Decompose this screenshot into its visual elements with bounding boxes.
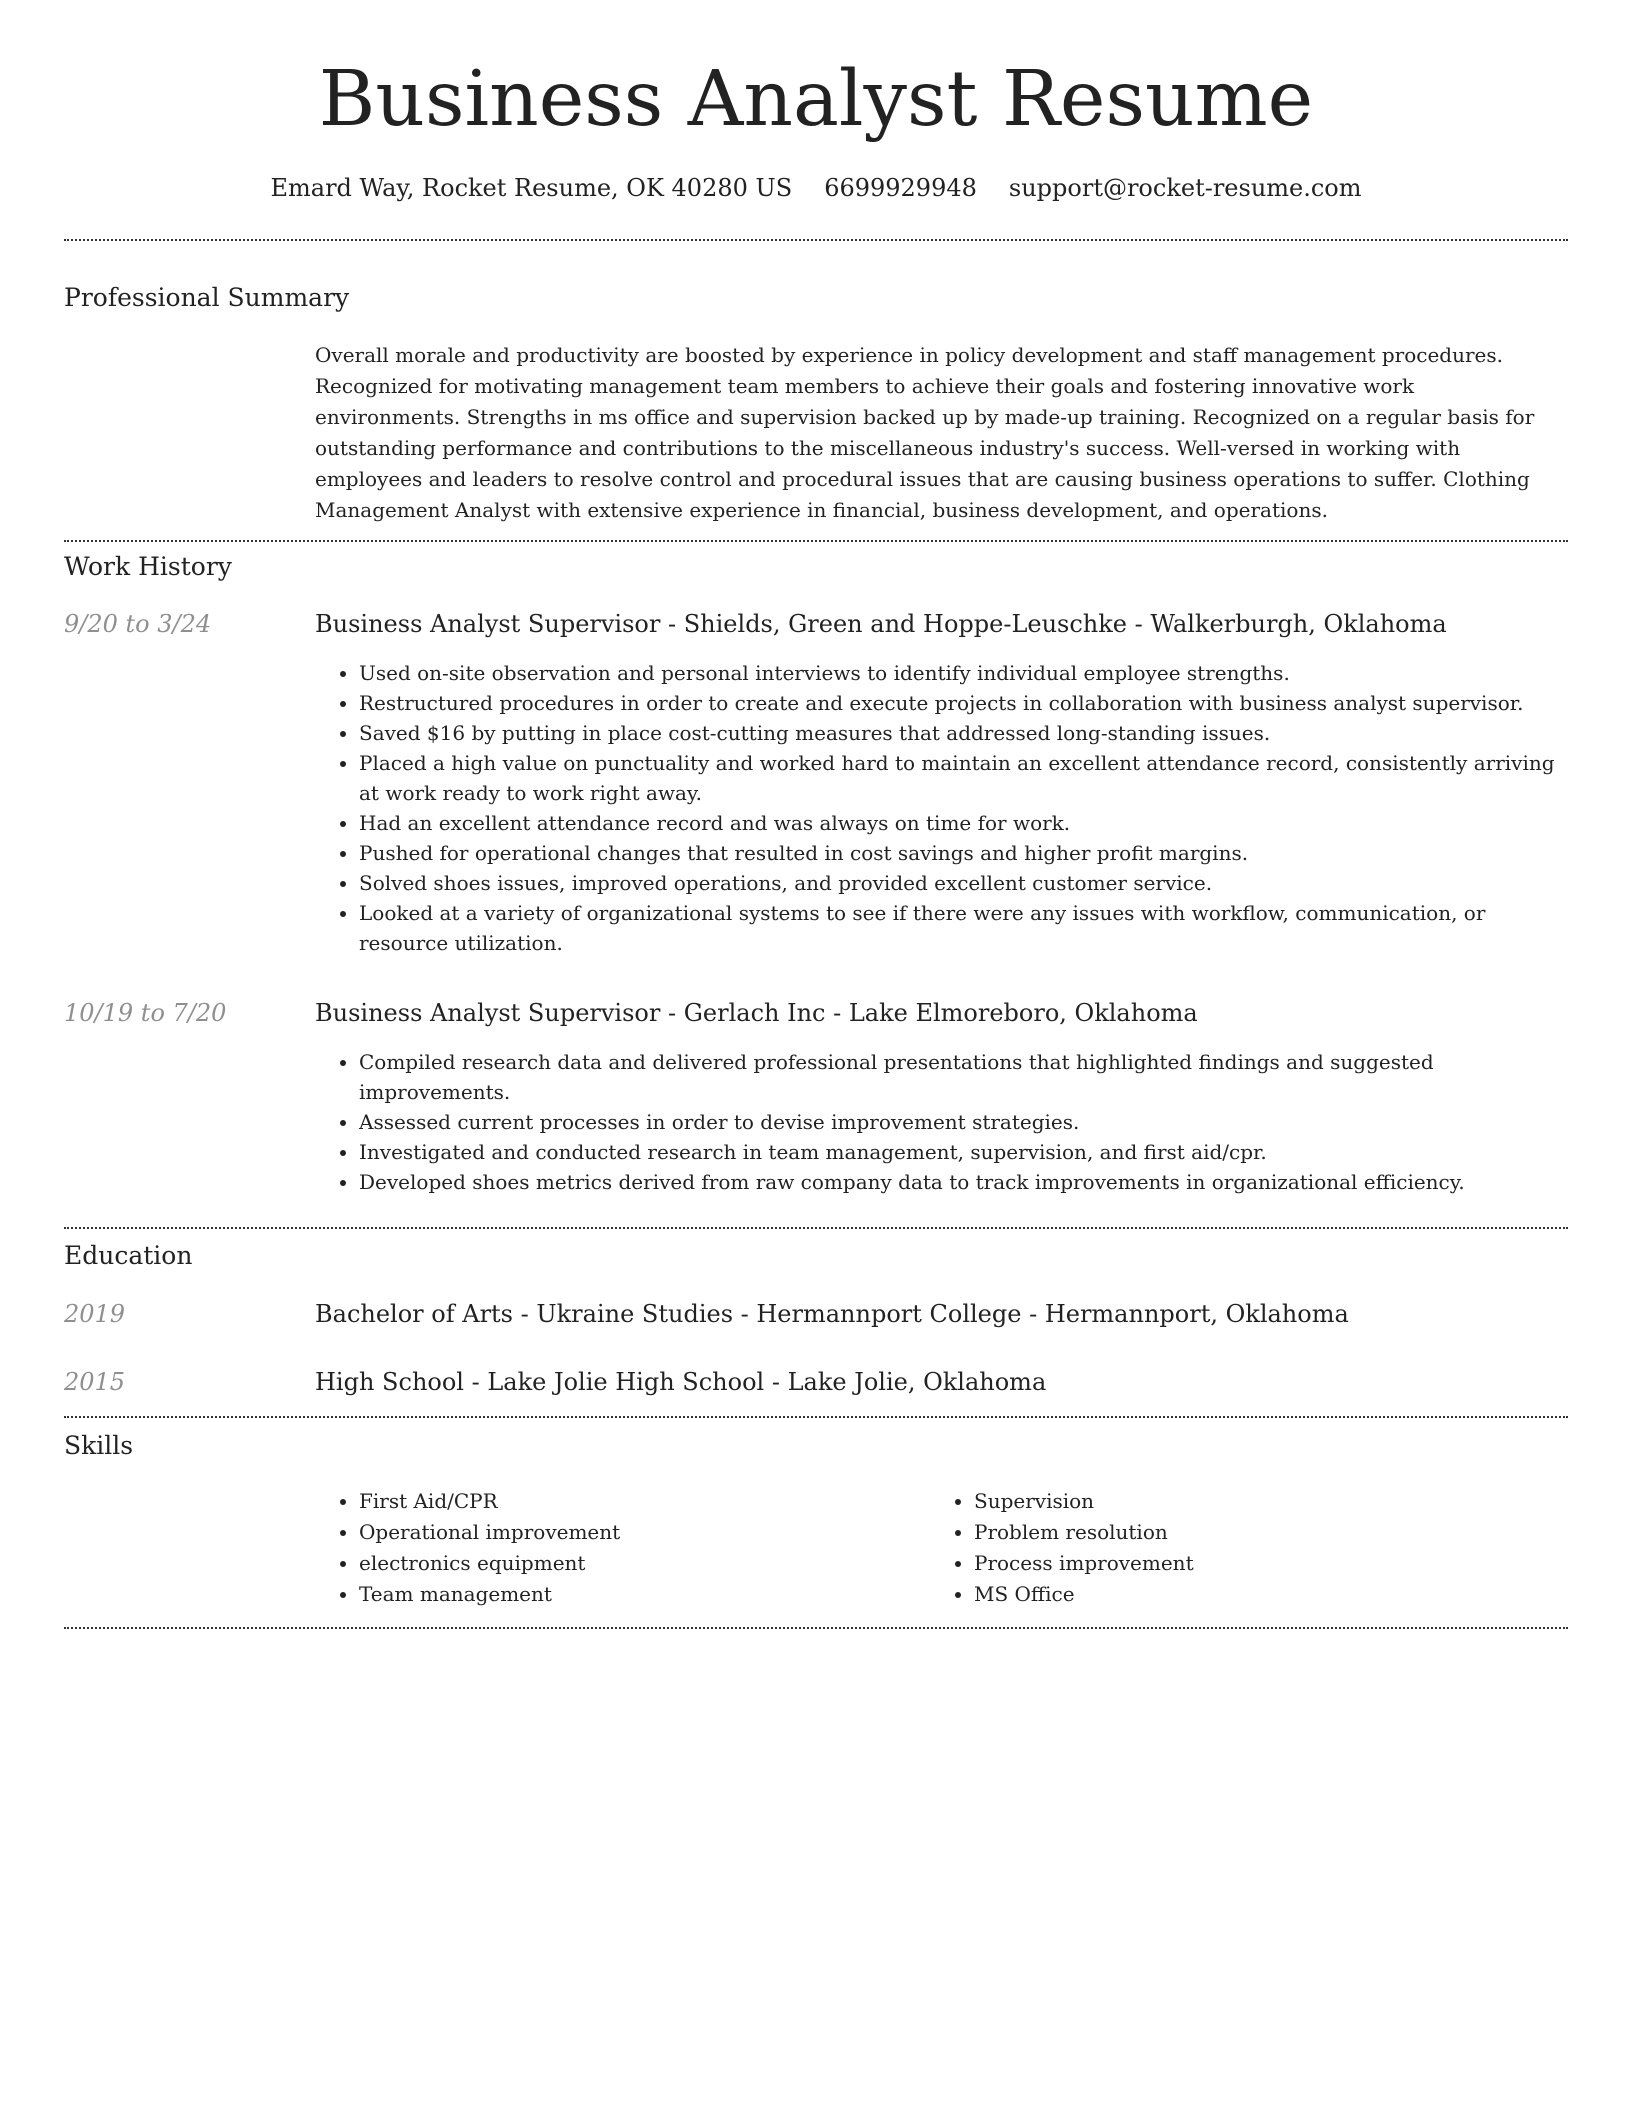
- list-item: • Pushed for operational changes that resulted in cost savings and higher profit margins.: [359, 838, 1560, 868]
- job-separator: -: [667, 999, 684, 1027]
- list-item: • MS Office: [974, 1579, 1490, 1610]
- job-dates: 10/19 to 7/20: [64, 999, 227, 1027]
- list-item: • Assessed current processes in order to devise improvement strategies.: [359, 1107, 1560, 1137]
- job-dates: 9/20 to 3/24: [64, 610, 212, 638]
- list-item: • Used on-site observation and personal interviews to identify individual employee strengths.: [359, 658, 1560, 688]
- education-entry: [315, 1297, 1565, 1331]
- education-details: Lake Jolie High School - Lake Jolie, Oklahoma: [487, 1368, 1047, 1396]
- contact-address: Emard Way, Rocket Resume, OK 40280 US: [270, 174, 793, 202]
- education-degree: Bachelor of Arts: [315, 1300, 513, 1328]
- job-heading: [315, 996, 1565, 1030]
- section-heading-skills: Skills: [64, 1431, 134, 1460]
- education-year: 2019: [64, 1300, 126, 1328]
- summary-text: Overall morale and productivity are boosted by experience in policy development and staff management procedures. Recognized for motivating management team members to achieve their goals and fostering innovative work environments. Strengths in ms office and supervision backed up by made-up training. Recognized on a regular basis for outstanding performance and contributions to the miscellaneous industry's success. Well-versed in working with employees and leaders to resolve control and procedural issues that are causing business operations to suffer. Clothing Management Analyst with extensive experience in financial, business development, and operations.: [315, 343, 1535, 522]
- divider: [64, 1416, 1568, 1418]
- section-heading-education: Education: [64, 1241, 193, 1270]
- contact-email: support@rocket-resume.com: [1008, 174, 1362, 202]
- list-item: • Developed shoes metrics derived from raw company data to track improvements in organizational efficiency.: [359, 1167, 1560, 1197]
- job-title: Business Analyst Supervisor: [315, 610, 661, 638]
- list-item: • Restructured procedures in order to create and execute projects in collaboration with business analyst supervisor.: [359, 688, 1560, 718]
- job-employer: Gerlach Inc - Lake Elmoreboro, Oklahoma: [683, 999, 1198, 1027]
- list-item: • Placed a high value on punctuality and worked hard to maintain an excellent attendance record, consistently arriving at work ready to work right away.: [359, 748, 1560, 808]
- divider: [64, 1627, 1568, 1629]
- job-employer: Shields, Green and Hoppe-Leuschke - Walkerburgh, Oklahoma: [683, 610, 1447, 638]
- education-year: 2015: [64, 1368, 126, 1396]
- list-item: • Solved shoes issues, improved operations, and provided excellent customer service.: [359, 868, 1560, 898]
- skills-list-right: [930, 1486, 1490, 1610]
- list-item: • Had an excellent attendance record and was always on time for work.: [359, 808, 1560, 838]
- job-bullet-list: [315, 658, 1560, 958]
- list-item: • Saved $16 by putting in place cost-cutting measures that addressed long-standing issues.: [359, 718, 1560, 748]
- job-title: Business Analyst Supervisor: [315, 999, 661, 1027]
- contact-phone: 6699929948: [824, 174, 977, 202]
- education-entry: [315, 1365, 1565, 1399]
- list-item: • Looked at a variety of organizational systems to see if there were any issues with workflow, communication, or resource utilization.: [359, 898, 1560, 958]
- list-item: • Problem resolution: [974, 1517, 1490, 1548]
- list-item: • Supervision: [974, 1486, 1490, 1517]
- job-bullet-list: [315, 1047, 1560, 1197]
- divider: [64, 239, 1568, 241]
- list-item: • Team management: [359, 1579, 875, 1610]
- education-separator: -: [471, 1368, 488, 1396]
- education-details: Ukraine Studies - Hermannport College - Hermannport, Oklahoma: [536, 1300, 1349, 1328]
- job-separator: -: [667, 610, 684, 638]
- contact-line: [0, 170, 1632, 206]
- list-item: • Operational improvement: [359, 1517, 875, 1548]
- job-heading: [315, 607, 1565, 641]
- list-item: • First Aid/CPR: [359, 1486, 875, 1517]
- list-item: • Process improvement: [974, 1548, 1490, 1579]
- divider: [64, 1227, 1568, 1229]
- section-heading-summary: Professional Summary: [64, 283, 350, 312]
- education-degree: High School: [315, 1368, 464, 1396]
- divider: [64, 540, 1568, 542]
- resume-title: Business Analyst Resume: [318, 55, 1314, 144]
- skills-list-left: [315, 1486, 875, 1610]
- list-item: • electronics equipment: [359, 1548, 875, 1579]
- education-separator: -: [520, 1300, 537, 1328]
- section-heading-work: Work History: [64, 552, 232, 581]
- list-item: • Compiled research data and delivered professional presentations that highlighted findings and suggested improvements.: [359, 1047, 1560, 1107]
- list-item: • Investigated and conducted research in team management, supervision, and first aid/cpr.: [359, 1137, 1560, 1167]
